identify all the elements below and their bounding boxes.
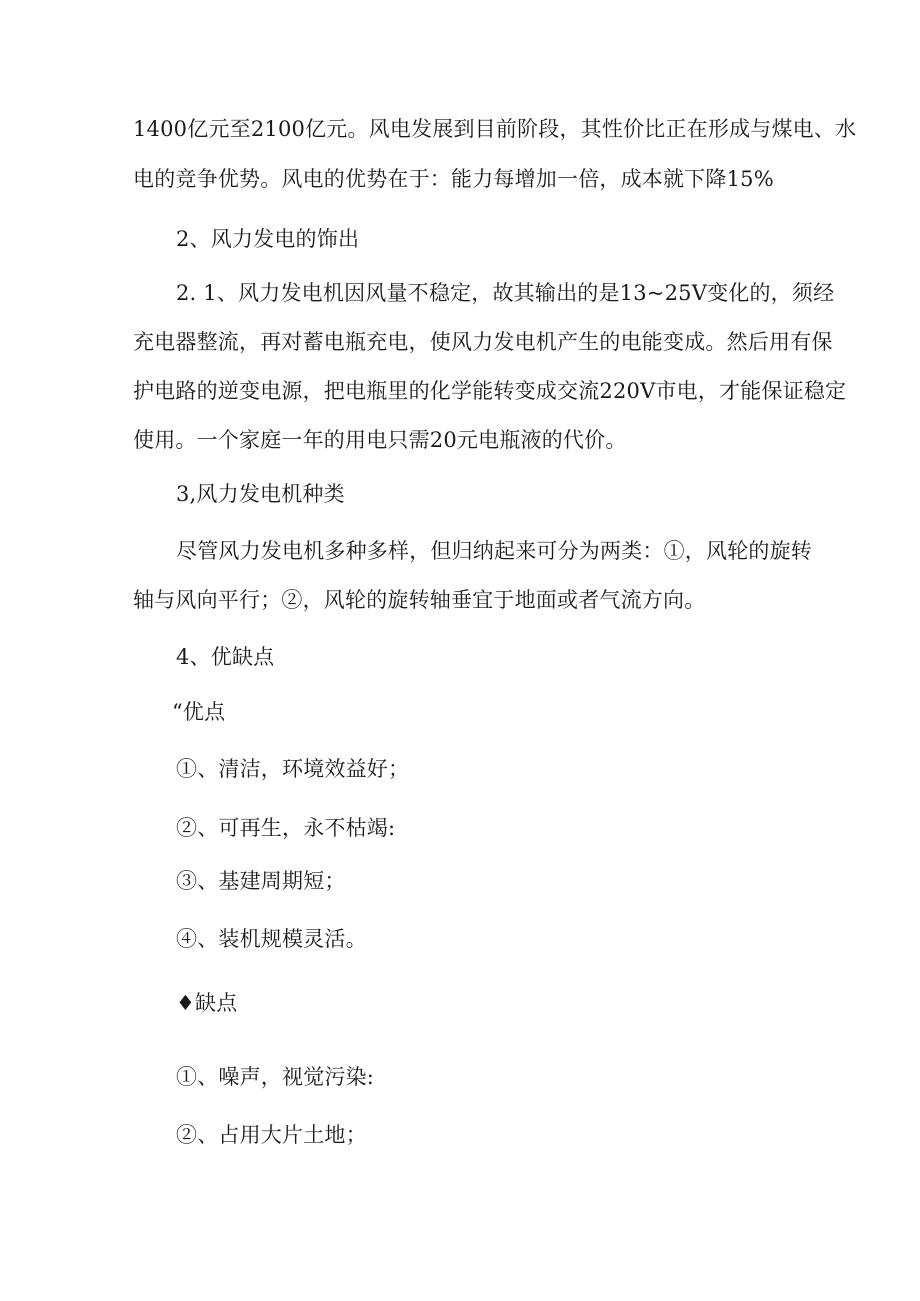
disadvantage-item: ①、噪声，视觉污染: [176, 1065, 375, 1089]
section-2-1-line-3: 护电路的逆变电源，把电瓶里的化学能转变成交流220V市电，才能保证稳定 [133, 379, 847, 403]
advantage-item: ①、清洁，环境效益好； [176, 757, 410, 781]
section-2-heading: 2、风力发电的饰出 [176, 227, 360, 251]
intro-line-2: 电的竞争优势。风电的优势在于：能力每增加一倍，成本就下降15% [133, 167, 774, 191]
advantages-heading: “优点 [172, 700, 226, 724]
section-2-1-line-1: 2. 1、风力发电机因风量不稳定，故其输出的是13~25V变化的，须经 [176, 281, 835, 305]
intro-line-1: 1400亿元至2100亿元。风电发展到目前阶段，其性价比正在形成与煤电、水 [133, 117, 857, 141]
section-2-1-line-2: 充电器整流，再对蓄电瓶充电，使风力发电机产生的电能变成。然后用有保 [133, 330, 833, 354]
section-3-line-2: 轴与风向平行；②，风轮的旋转轴垂宜于地面或者气流方向。 [133, 588, 706, 612]
section-3-heading: 3,风力发电机种类 [176, 482, 345, 506]
disadvantage-item: ②、占用大片土地； [176, 1123, 367, 1147]
advantage-item: ④、装机规模灵活。 [176, 927, 367, 951]
advantage-item: ②、可再生，永不枯竭: [176, 816, 396, 840]
disadvantages-heading: ♦缺点 [176, 991, 238, 1015]
section-3-line-1: 尽管风力发电机多种多样，但归纳起来可分为两类：①，风轮的旋转 [176, 539, 812, 563]
section-2-1-line-4: 使用。一个家庭一年的用电只需20元电瓶液的代价。 [133, 428, 627, 452]
advantage-item: ③、基建周期短； [176, 869, 346, 893]
section-4-heading: 4、优缺点 [176, 645, 275, 669]
